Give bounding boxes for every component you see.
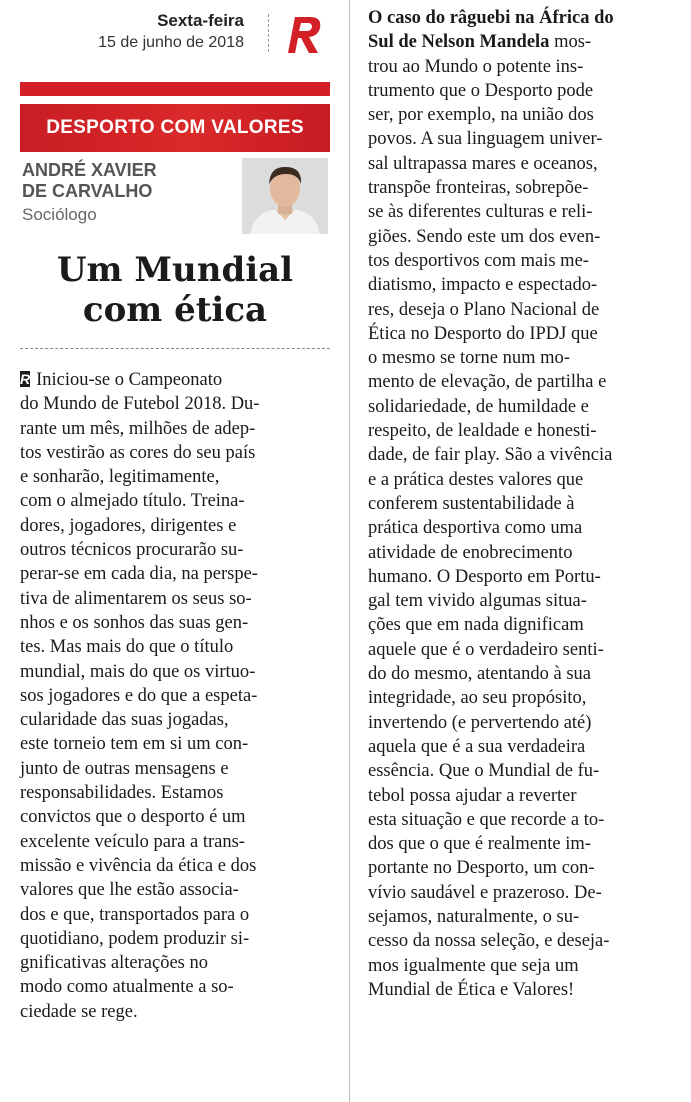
date-header [98,10,244,54]
body-line-text: trou ao Mundo o potente ins- [368,56,584,77]
body-line-text: mos igualmente que seja um [368,955,579,976]
body-line-text: convictos que o desporto é um [20,807,246,828]
body-line-text: esta situação e que recorde a to- [368,809,605,830]
body-line [20,1000,331,1024]
body-line [20,441,331,465]
body-line [368,273,676,297]
body-line-text: dos e que, transportados para o [20,904,250,925]
body-line [368,225,676,249]
body-line-text: cularidade das suas jogadas, [20,710,229,731]
body-line-text: aquela que é a sua verdadeira [368,736,586,757]
body-line [368,468,676,492]
body-line [368,929,676,953]
column-divider [349,0,350,1102]
body-line [20,830,331,854]
body-line [368,322,676,346]
body-line-text: transpõe fronteiras, sobrepõe- [368,178,589,199]
body-line-text: o mesmo se torne num mo- [368,348,570,369]
body-line-text: diatismo, impacto e espectado- [368,275,598,296]
body-line-text: tos vestirão as cores do seu país [20,442,256,463]
body-line-text: tes. Mas mais do que o título [20,637,234,658]
body-line [20,732,331,756]
body-line [368,784,676,808]
body-line-text: ser, por exemplo, na união dos [368,105,594,126]
body-line [368,856,676,880]
left-column [20,0,332,1102]
date-label: 15 de junho de 2018 [98,34,244,51]
body-line [368,832,676,856]
body-line-text: povos. A sua linguagem univer- [368,129,603,150]
body-line-text: com o almejado título. Treina- [20,491,245,512]
body-line-text: sos jogadores e do que a espeta- [20,685,258,706]
body-line [368,978,676,1002]
body-line [368,152,676,176]
body-line [368,686,676,710]
body-line-text: outros técnicos procurarão su- [20,540,244,561]
body-line [20,854,331,878]
body-line [20,465,331,489]
article-body-right [368,6,676,1002]
body-line-text: conferem sustentabilidade à [368,493,575,514]
body-line [20,708,331,732]
body-line-text: ciedade se rege. [20,1001,138,1022]
body-line [368,759,676,783]
body-line-text: se às diferentes culturas e reli- [368,202,593,223]
section-banner [20,104,330,152]
body-line-text: respeito, de lealdade e honesti- [368,421,597,442]
body-line-text: cesso da nossa seleção, e deseja- [368,931,610,952]
body-line-text: nhos e os sonhos das suas gen- [20,612,249,633]
body-line-text: e a prática destes valores que [368,469,584,490]
body-line [368,492,676,516]
author-portrait-icon [242,158,328,234]
body-line [368,30,676,54]
body-line [20,927,331,951]
body-line-text: Iniciou-se o Campeonato [36,370,223,390]
body-line [20,417,331,441]
body-line-text: Mundial de Ética e Valores! [368,979,575,1000]
body-line-text: modo como atualmente a so- [20,977,234,998]
body-line [20,489,331,513]
body-line-text: tebol possa ajudar a reverter [368,785,577,806]
body-line-text: integridade, ao seu propósito, [368,688,587,709]
record-logo-icon [282,12,326,58]
author-role: Sociólogo [22,205,97,224]
body-line-text: responsabilidades. Estamos [20,783,224,804]
lead-bold-text: O caso do râguebi na África do [368,8,614,28]
body-line-text: humano. O Desporto em Portu- [368,566,601,587]
body-line [368,662,676,686]
body-line-text: aquele que é o verdadeiro senti- [368,639,604,660]
body-line [20,684,331,708]
body-line [368,541,676,565]
body-line [20,562,331,586]
body-line-text: e sonharão, legitimamente, [20,467,220,488]
author-name-line2: DE CARVALHO [22,181,153,201]
body-line-text: solidariedade, de humildade e [368,396,589,417]
body-line-text: gal tem vivido algumas situa- [368,591,587,612]
body-line [368,638,676,662]
body-line [20,757,331,781]
body-line-text: res, deseja o Plano Nacional de [368,299,600,320]
body-line-text: atividade de enobrecimento [368,542,573,563]
body-line [20,392,331,416]
body-line-text: dos que o que é realmente im- [368,834,591,855]
body-line-text: excelente veículo para a trans- [20,831,245,852]
body-line-text: gnificativas alterações no [20,953,208,974]
body-line [20,951,331,975]
author-name-line1: ANDRÉ XAVIER [22,160,157,180]
body-line [20,781,331,805]
body-line-text: sejamos, naturalmente, o su- [368,906,580,927]
right-column [368,6,676,1002]
body-line-text: tiva de alimentarem os seus so- [20,588,252,609]
body-line [20,635,331,659]
body-line [368,298,676,322]
body-line [368,443,676,467]
body-line [368,370,676,394]
lead-text: mos- [549,32,592,53]
body-line-text: perar-se em cada dia, na perspe- [20,564,258,585]
body-line-text: missão e vivência da ética e dos [20,855,257,876]
body-line [368,55,676,79]
body-line-text: essência. Que o Mundial de fu- [368,761,600,782]
body-line-text: do do mesmo, atentando à sua [368,664,591,685]
body-line [368,613,676,637]
headline-line1: Um Mundial [56,250,294,290]
body-line [20,878,331,902]
body-line [368,954,676,978]
body-line-text: Ética no Desporto do IPDJ que [368,323,598,344]
body-line [368,905,676,929]
body-line [368,808,676,832]
body-line-text: junto de outras mensagens e [20,758,229,779]
body-line [368,249,676,273]
body-line-text: tos desportivos com mais me- [368,250,589,271]
header-divider [268,14,269,52]
body-line-text: vívio saudável e prazeroso. De- [368,882,602,903]
red-strip [20,82,330,96]
body-line-text: trumento que o Desporto pode [368,80,594,101]
body-line-text: portante no Desporto, um con- [368,858,595,879]
body-line [368,589,676,613]
author-name [22,160,242,202]
body-line [368,516,676,540]
headline-line2: com ética [82,290,268,330]
body-line [368,6,676,30]
weekday-label: Sexta-feira [157,11,244,30]
body-line-text: este torneio tem em si um con- [20,734,249,755]
body-line [20,514,331,538]
body-line-text: rante um mês, milhões de adep- [20,418,256,439]
body-line [368,395,676,419]
body-line-text: dores, jogadores, dirigentes e [20,515,237,536]
body-line [20,368,331,392]
body-line [368,79,676,103]
body-line [368,711,676,735]
body-line [368,346,676,370]
body-line-text: dade, de fair play. São a vivência [368,445,613,466]
body-line [20,611,331,635]
author-photo [242,158,328,234]
body-line [368,127,676,151]
headline [20,250,330,330]
body-line-text: prática desportiva como uma [368,518,583,539]
body-line [20,975,331,999]
body-line-text: sal ultrapassa mares e oceanos, [368,153,598,174]
body-line-text: valores que lhe estão associa- [20,880,239,901]
body-line [368,565,676,589]
body-line [368,881,676,905]
body-line [20,903,331,927]
body-line [20,660,331,684]
article-body-left [20,368,331,1024]
headline-divider [20,348,330,349]
body-line [20,587,331,611]
body-line-text: ções que em nada dignificam [368,615,584,636]
body-line-text: do Mundo de Futebol 2018. Du- [20,394,260,415]
body-line [368,735,676,759]
body-line-text: quotidiano, podem produzir si- [20,928,250,949]
body-line [368,419,676,443]
body-line [368,176,676,200]
body-line [20,805,331,829]
r-marker-icon: R [20,371,31,387]
body-line-text: giões. Sendo este um dos even- [368,226,601,247]
body-line-text: invertendo (e pervertendo até) [368,712,592,733]
body-line-text: mundial, mais do que os virtuo- [20,661,256,682]
body-line [368,200,676,224]
body-line [368,103,676,127]
body-line [20,538,331,562]
body-line-text: mento de elevação, de partilha e [368,372,607,393]
section-title: DESPORTO COM VALORES [46,117,304,138]
lead-bold-text: Sul de Nelson Mandela [368,32,550,53]
